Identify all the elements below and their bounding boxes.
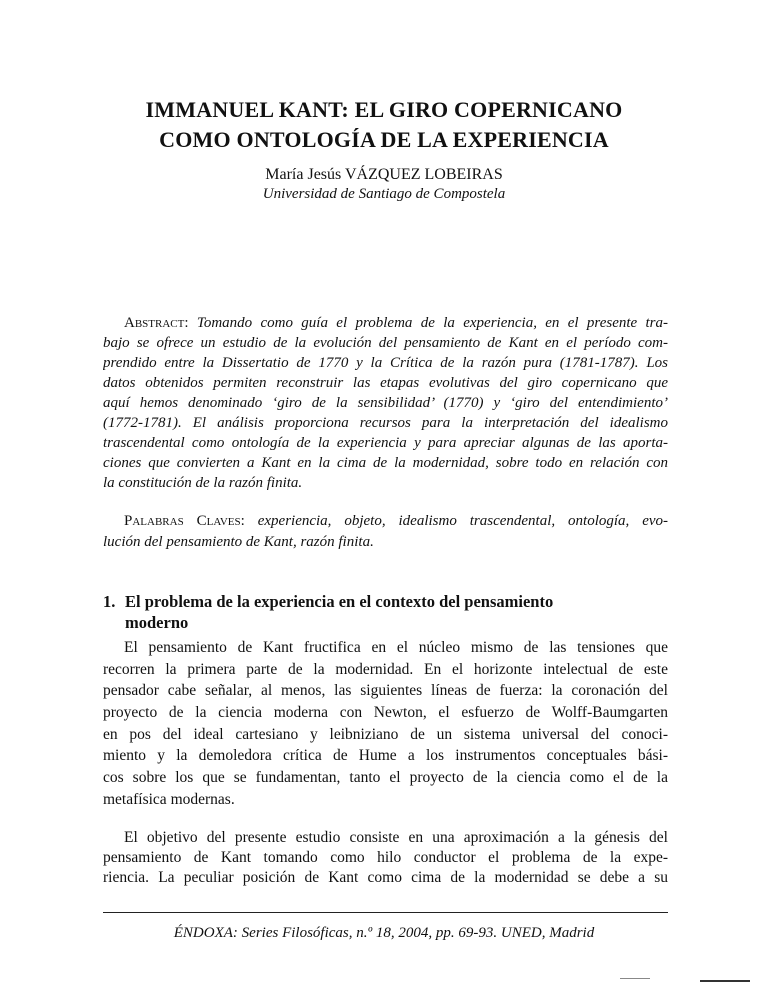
- paragraph-1: [103, 637, 668, 811]
- title-line: IMMANUEL KANT: EL GIRO COPERNICANO: [145, 97, 623, 122]
- section-label: Palabras Claves:: [124, 513, 245, 529]
- text-line: (1772-1781). El análisis proporciona recursos para la interpretación del idealismo: [103, 415, 668, 431]
- text-line: lución del pensamiento de Kant, razón finita.: [103, 534, 374, 550]
- scan-artifact: [700, 980, 750, 982]
- text-line: ciones que convierten a Kant en la cima de la modernidad, sobre todo en relación con: [103, 455, 668, 471]
- text-content: Tomando como guía el problema de la experiencia, en el presente tra-: [196, 315, 668, 331]
- section-title-line: moderno: [125, 613, 189, 632]
- text-line: El objetivo del presente estudio consiste en una aproximación a la génesis del: [124, 829, 668, 846]
- text-line: [103, 313, 668, 333]
- footer-citation: ÉNDOXA: Series Filosóficas, n.º 18, 2004, pp. 69-93. UNED, Madrid: [173, 925, 595, 941]
- section-number: 1.: [103, 592, 116, 611]
- text-line: riencia. La peculiar posición de Kant como cima de la modernidad se debe a su: [103, 869, 668, 886]
- text-line: pensador cabe señalar, al menos, las siguientes líneas de fuerza: la coronación del: [103, 682, 668, 700]
- scan-artifact: [620, 978, 650, 979]
- text-line: miento y la demoledora crítica de Hume a los instrumentos conceptuales bási-: [103, 747, 668, 765]
- text-line: la constitución de la razón finita.: [103, 475, 303, 491]
- text-line: datos obtenidos permiten reconstruir las etapas evolutivas del giro copernicano que: [103, 375, 668, 391]
- abstract: [103, 313, 668, 493]
- text-line: recorren la primera parte de la modernidad. En el horizonte intelectual de este: [103, 660, 668, 678]
- text-line: pensamiento de Kant tomando como hilo conductor el problema de la expe-: [103, 849, 668, 866]
- text-line: metafísica modernas.: [103, 790, 235, 808]
- paragraph-2: [103, 828, 668, 888]
- section-heading: [103, 591, 668, 633]
- text-line: El pensamiento de Kant fructifica en el núcleo mismo de las tensiones que: [124, 639, 668, 656]
- affiliation: Universidad de Santiago de Compostela: [262, 186, 506, 202]
- text-line: en pos del ideal cartesiano y leibniziano de un sistema universal del conoci-: [103, 725, 668, 743]
- text-line: trascendental como ontología de la experiencia y para apreciar algunas de las aporta-: [103, 435, 668, 451]
- title-line: COMO ONTOLOGÍA DE LA EXPERIENCIA: [159, 127, 609, 152]
- paper-title: [0, 95, 768, 155]
- text-line: proyecto de la ciencia moderna con Newton, el esfuerzo de Wolff-Baumgarten: [103, 704, 668, 722]
- text-line: cos sobre los que se fundamentan, tanto el proyecto de la ciencia como el de la: [103, 769, 668, 787]
- text-line: aquí hemos denominado ‘giro de la sensibilidad’ (1770) y ‘giro del entendimiento’: [103, 395, 668, 411]
- text-content: experiencia, objeto, idealismo trascendental, ontología, evo-: [257, 513, 668, 529]
- author: María Jesús VÁZQUEZ LOBEIRAS: [265, 166, 503, 183]
- text-line: [103, 511, 668, 532]
- section-label: Abstract:: [124, 315, 189, 331]
- text-line: bajo se ofrece un estudio de la evolución del pensamiento de Kant en el período com-: [103, 335, 668, 351]
- footer-rule: [103, 912, 668, 913]
- text-line: prendido entre la Dissertatio de 1770 y la Crítica de la razón pura (1781-1787). Los: [103, 355, 668, 371]
- section-title-line: El problema de la experiencia en el contexto del pensamiento: [125, 592, 554, 611]
- keywords: [103, 511, 668, 553]
